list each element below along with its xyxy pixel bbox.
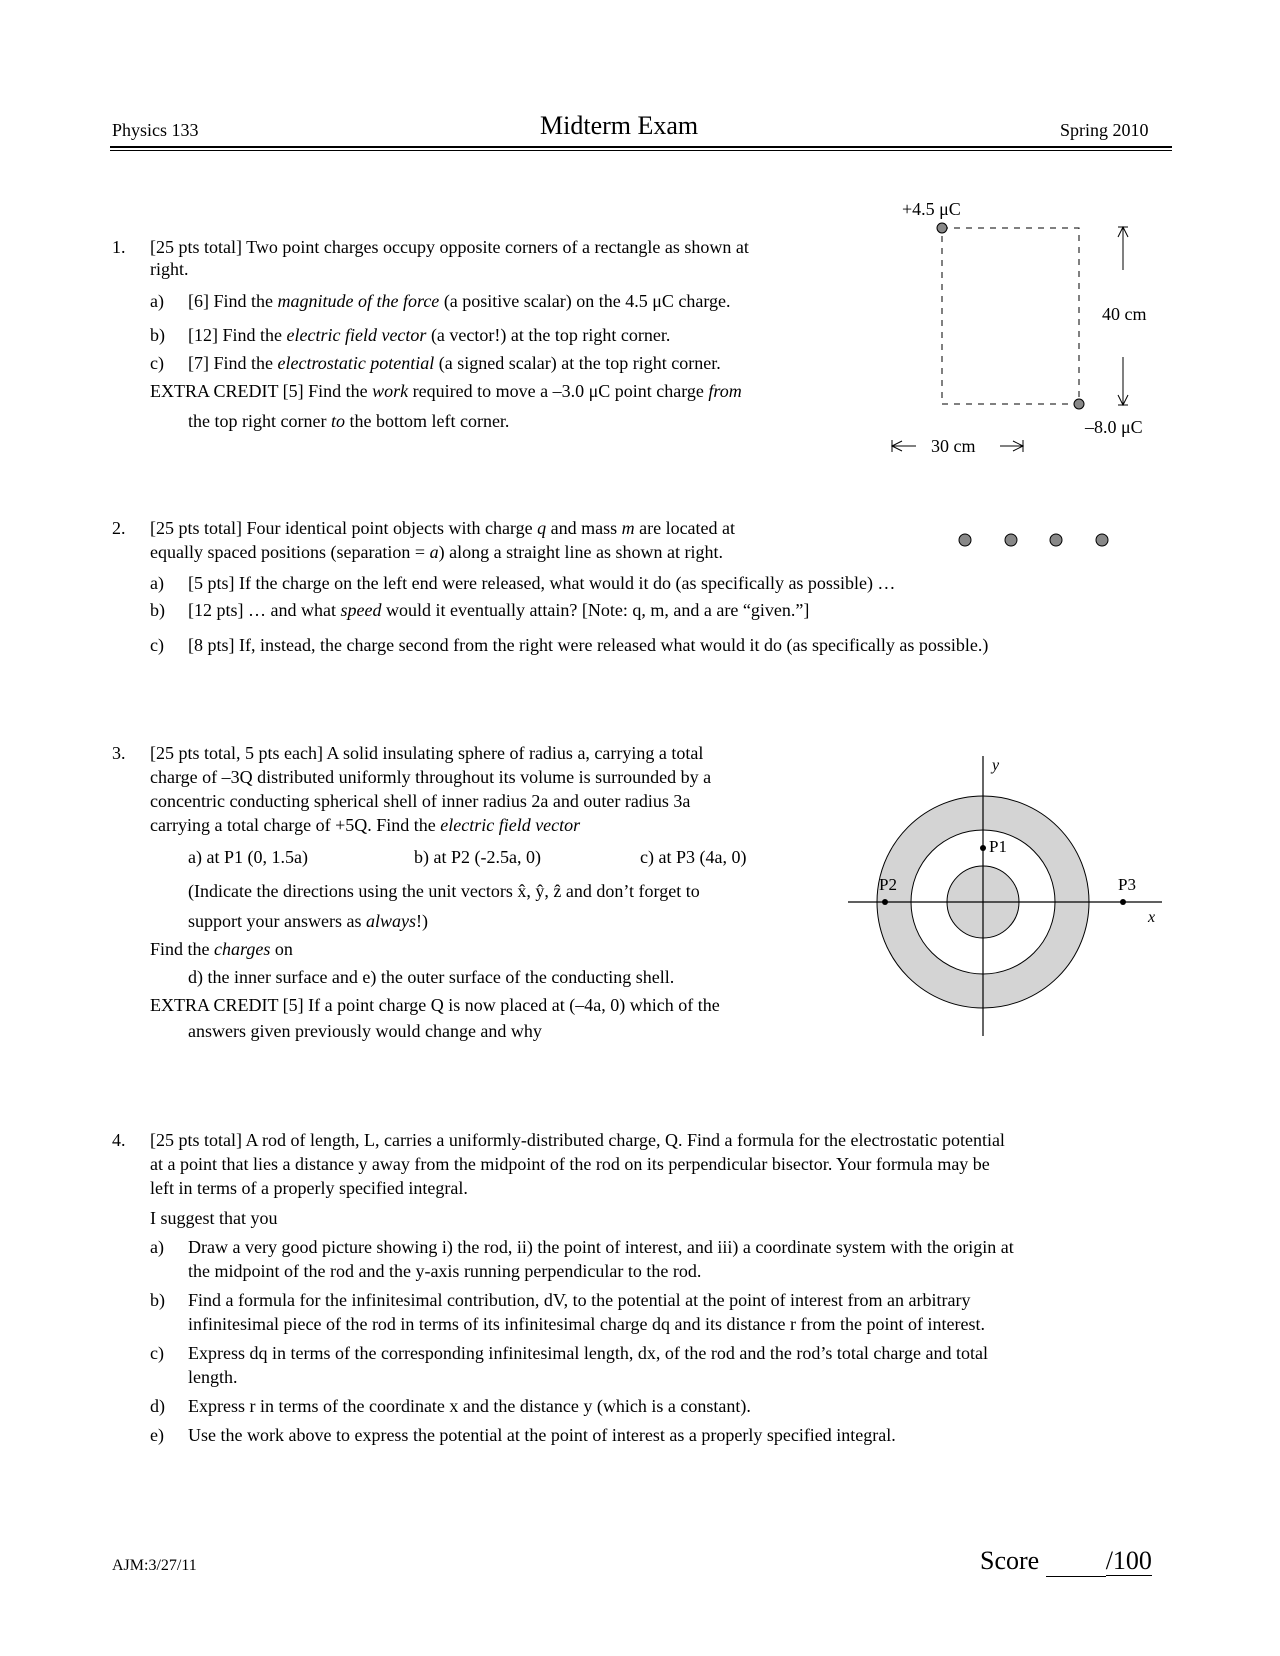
q2c-text: [8 pts] If, instead, the charge second from the right were released what would it do (as specifically as possible.) — [188, 635, 989, 655]
term: Spring 2010 — [1060, 120, 1149, 140]
q1a-text: [6] Find the magnitude of the force (a positive scalar) on the 4.5 μC charge. — [188, 291, 731, 311]
q3-extra-credit-1: EXTRA CREDIT [5] If a point charge Q is now placed at (–4a, 0) which of the — [150, 995, 720, 1015]
q1-extra-credit-2: the top right corner to the bottom left corner. — [188, 411, 510, 431]
q1-fig-charge-top-dot — [937, 223, 947, 233]
q2-charge-3 — [1050, 534, 1062, 546]
q2-charge-1 — [959, 534, 971, 546]
q1-fig-charge-bottom: –8.0 μC — [1085, 417, 1143, 437]
q1c-text: [7] Find the electrostatic potential (a signed scalar) at the top right corner. — [188, 353, 721, 373]
footer-id: AJM:3/27/11 — [112, 1557, 197, 1574]
q3-p1-label: P1 — [989, 837, 1007, 856]
q1-fig-width-label: 30 cm — [931, 436, 976, 456]
q2-charge-4 — [1096, 534, 1108, 546]
header-rule-thin — [110, 150, 1172, 151]
q2-line-2: equally spaced positions (separation = a) along a straight line as shown at right. — [150, 542, 724, 562]
score-blank — [1046, 1546, 1106, 1577]
q3-p1-dot — [980, 845, 986, 851]
q1b-label: b) — [150, 325, 165, 345]
q3-sphere-figure — [840, 750, 1170, 1045]
q4-line-3: left in terms of a properly specified integral. — [150, 1178, 468, 1198]
q2a-label: a) — [150, 573, 164, 593]
q3-line-3: concentric conducting spherical shell of inner radius 2a and outer radius 3a — [150, 791, 691, 811]
q4-suggest: I suggest that you — [150, 1208, 278, 1228]
q4-line-1: [25 pts total] A rod of length, L, carries a uniformly-distributed charge, Q. Find a formula for the electrostatic potential — [150, 1130, 1005, 1150]
q3-p3-label: P3 — [1118, 875, 1136, 894]
q4-line-2: at a point that lies a distance y away from the midpoint of the rod on its perpendicular bisector. Your formula may be — [150, 1154, 990, 1174]
q1a-label: a) — [150, 291, 164, 311]
q2-charges-figure — [950, 525, 1120, 555]
q1-extra-credit: EXTRA CREDIT [5] Find the work required to move a –3.0 μC point charge from — [150, 381, 742, 401]
q3-y-label: y — [992, 757, 1000, 774]
q4d-line-1: Express r in terms of the coordinate x and the distance y (which is a constant). — [188, 1396, 751, 1416]
score-label: Score — [980, 1546, 1040, 1575]
q4b-line-1: Find a formula for the infinitesimal contribution, dV, to the potential at the point of interest from an arbitrary — [188, 1290, 971, 1310]
q3-de: d) the inner surface and e) the outer surface of the conducting shell. — [188, 967, 675, 987]
q2-number: 2. — [112, 518, 126, 538]
q3-p2-label: P2 — [879, 875, 897, 894]
q2b-label: b) — [150, 600, 165, 620]
q4a-line-1: Draw a very good picture showing i) the rod, ii) the point of interest, and iii) a coordinate system with the origin at — [188, 1237, 1014, 1257]
q3-number: 3. — [112, 743, 126, 763]
q4a-label: a) — [150, 1237, 164, 1257]
q3-extra-credit-2: answers given previously would change and why — [188, 1021, 542, 1041]
page-title: Midterm Exam — [540, 111, 699, 140]
header-rule-thick — [110, 146, 1172, 148]
q2b-text: [12 pts] … and what speed would it eventually attain? [Note: q, m, and a are “given.”] — [188, 600, 810, 620]
q3-p3-dot — [1120, 899, 1126, 905]
q1-number: 1. — [112, 237, 126, 257]
q4c-label: c) — [150, 1343, 164, 1363]
q1-fig-charge-bottom-dot — [1074, 399, 1084, 409]
q1-line-2: right. — [150, 259, 189, 279]
q3b-point: b) at P2 (-2.5a, 0) — [414, 847, 541, 867]
q4a-line-2: the midpoint of the rod and the y-axis running perpendicular to the rod. — [188, 1261, 702, 1281]
q2-line-1: [25 pts total] Four identical point objects with charge q and mass m are located at — [150, 518, 736, 538]
score-total: /100 — [1105, 1546, 1152, 1575]
q4e-label: e) — [150, 1425, 164, 1445]
score-area — [980, 1546, 1152, 1577]
q3-line-2: charge of –3Q distributed uniformly throughout its volume is surrounded by a — [150, 767, 712, 787]
q2a-text: [5 pts] If the charge on the left end were released, what would it do (as specifically as possible) … — [188, 573, 896, 593]
q1-fig-dashed-rect — [942, 228, 1079, 404]
q3-indicate-2: support your answers as always!) — [188, 911, 428, 931]
q1-line-1: [25 pts total] Two point charges occupy opposite corners of a rectangle as shown at — [150, 237, 749, 257]
q1-fig-charge-top: +4.5 μC — [902, 199, 961, 219]
q1c-label: c) — [150, 353, 164, 373]
q3a-point: a) at P1 (0, 1.5a) — [188, 847, 308, 867]
q3-line-4: carrying a total charge of +5Q. Find the electric field vector — [150, 815, 581, 835]
q3-find-charges: Find the charges on — [150, 939, 293, 959]
q4-number: 4. — [112, 1130, 126, 1150]
q4b-line-2: infinitesimal piece of the rod in terms of its infinitesimal charge dq and its distance r from the point of interest. — [188, 1314, 985, 1334]
q4c-line-1: Express dq in terms of the corresponding infinitesimal length, dx, of the rod and the rod’s total charge and total — [188, 1343, 988, 1363]
q1-rectangle-figure — [880, 195, 1180, 465]
course-name: Physics 133 — [112, 120, 199, 140]
q3-x-label: x — [1148, 909, 1156, 926]
q3c-point: c) at P3 (4a, 0) — [640, 847, 747, 867]
q2c-label: c) — [150, 635, 164, 655]
q2-charge-2 — [1005, 534, 1017, 546]
q3-indicate-1: (Indicate the directions using the unit vectors x̂, ŷ, ẑ and don’t forget to — [188, 881, 700, 901]
q4c-line-2: length. — [188, 1367, 238, 1387]
q4e-line-1: Use the work above to express the potential at the point of interest as a properly specified integral. — [188, 1425, 896, 1445]
q3-p2-dot — [882, 899, 888, 905]
q4d-label: d) — [150, 1396, 165, 1416]
q4b-label: b) — [150, 1290, 165, 1310]
q1b-text: [12] Find the electric field vector (a vector!) at the top right corner. — [188, 325, 671, 345]
q1-fig-height-label: 40 cm — [1102, 304, 1147, 324]
q3-line-1: [25 pts total, 5 pts each] A solid insulating sphere of radius a, carrying a total — [150, 743, 704, 763]
